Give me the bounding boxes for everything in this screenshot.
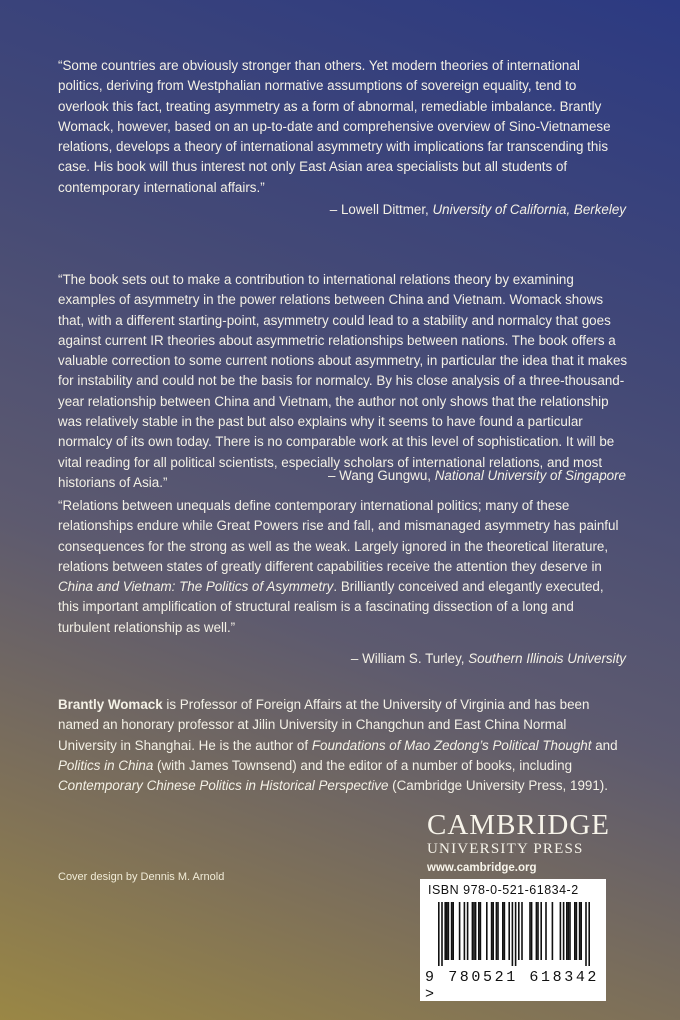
attribution-affiliation: Southern Illinois University — [468, 651, 626, 666]
blurb-text: . Brilliantly conceived and elegantly executed, this important amplification of structural realism is a fascinating dissection of a long and turbulent relationship as well.” — [58, 579, 604, 635]
barcode-bar — [585, 902, 587, 966]
barcode-bar — [569, 902, 571, 960]
barcode-bar — [531, 902, 533, 960]
barcode-bar — [588, 902, 590, 966]
attribution-wang — [328, 466, 626, 486]
bio-text: and — [591, 737, 618, 753]
isbn-barcode — [420, 879, 606, 1001]
barcode-bar — [438, 902, 440, 966]
isbn-label: ISBN 978-0-521-61834-2 — [428, 883, 579, 897]
barcode-bar — [563, 902, 565, 960]
barcode-bar — [448, 902, 450, 960]
barcode-bar — [536, 902, 538, 960]
barcode-bar — [491, 902, 493, 960]
barcode-bar — [537, 902, 539, 960]
barcode-bar — [496, 902, 498, 960]
barcode-bar — [497, 902, 499, 960]
bio-text: (with James Townsend) and the editor of a number of books, including — [153, 757, 573, 773]
bio-text: is Professor of Foreign Affairs at the University of Virginia and has been named an honorary professor at Jilin University in Changchun and East China Normal University in Shanghai. He is the author of — [58, 697, 590, 753]
book-title: China and Vietnam: The Politics of Asymmetry — [58, 579, 334, 595]
barcode-bar — [566, 902, 568, 960]
attribution-turley — [351, 649, 626, 669]
blurb-turley — [58, 496, 628, 638]
barcode-bar — [473, 902, 475, 960]
attribution-author: – William S. Turley, — [350, 651, 469, 666]
attribution-dittmer — [330, 200, 626, 220]
author-bio — [58, 695, 628, 796]
barcode-bar — [459, 902, 461, 960]
blurb-dittmer: “Some countries are obviously stronger than others. Yet modern theories of international politics, deriving from Westphalian normative assumptions of sovereign equality, tend to overlook this fact, treating asymmetry as a form of abnormal, remediable imbalance. Brantly Womack, however, based on an up-to-date and comprehensive overview of Sino-Vietnamese relations, develops a theory of international asymmetry with implications far transcending this case. His book will thus interest not only East Asian area specialists but all students of contemporary international affairs.” — [58, 58, 611, 195]
blurb-text: “Relations between unequals define contemporary international politics; many of these relationships endure while Great Powers rise and fall, and mismanaged asymmetry has painful consequences for the strong as well as the weak. Largely ignored in the theoretical literature, relations between states of greatly different capabilities receive the attention they deserve in — [58, 498, 619, 574]
barcode-bar — [486, 902, 488, 960]
barcode-bar — [521, 902, 523, 960]
attribution-author: – Wang Gungwu, — [328, 468, 435, 483]
barcode-bar — [502, 902, 504, 960]
barcode-bar — [478, 902, 480, 960]
barcode-bar — [475, 902, 477, 960]
barcode-bar — [540, 902, 542, 960]
barcode-bar — [529, 902, 531, 960]
barcode-bar — [467, 902, 469, 960]
barcode-bar — [515, 902, 517, 966]
author-name: Brantly Womack — [58, 697, 163, 712]
publisher-logo — [427, 809, 611, 876]
attribution-affiliation: National University of Singapore — [434, 468, 626, 483]
barcode-bar — [580, 902, 582, 960]
barcode-bar — [504, 902, 506, 960]
publisher-subtitle: UNIVERSITY PRESS — [427, 841, 584, 857]
attribution-affiliation: University of California, Berkeley — [432, 202, 626, 217]
barcode-bar — [492, 902, 494, 960]
barcode-bar — [512, 902, 514, 966]
barcode-bar — [545, 902, 547, 960]
barcode-bar — [579, 902, 581, 960]
bio-text: (Cambridge University Press, 1991). — [388, 778, 608, 794]
attribution-author: – Lowell Dittmer, — [329, 202, 433, 217]
barcode-bar — [451, 902, 453, 960]
barcode-bar — [472, 902, 474, 960]
barcode-bar — [574, 902, 576, 960]
publisher-url: www.cambridge.org — [427, 862, 537, 874]
barcode-bar — [446, 902, 448, 960]
barcode-bar — [480, 902, 482, 960]
book-title: Politics in China — [58, 757, 154, 773]
blurb-wang: “The book sets out to make a contribution to international relations theory by examining examples of asymmetry in the power relations between China and Vietnam. Womack shows that, with a different starting-point, asymmetry could lead to a stability and normalcy that goes against current IR theories about asymmetric relationships between nations. The book offers a valuable correction to some current notions about asymmetry, in particular the idea that it makes for instability and could not be the basis for normalcy. By his close analysis of a three-thousand-year relationship between China and Vietnam, the author not only shows that the relationship was relatively stable in the past but also explains why it seems to have found a particular normalcy of its own today. There is no comparable work at this level of sophistication. It will be vital reading for all political scientists, especially scholars of international relations, and most historians of Asia.” — [58, 272, 628, 490]
book-title: Foundations of Mao Zedong’s Political Thought — [311, 737, 592, 753]
barcode-bar — [464, 902, 466, 960]
publisher-name: CAMBRIDGE — [427, 809, 611, 841]
barcode-digits: 9 780521 618342 > — [425, 969, 600, 1003]
barcode-bar — [560, 902, 562, 960]
barcode-bar — [508, 902, 510, 960]
barcode-bar — [444, 902, 446, 960]
barcode-bar — [452, 902, 454, 960]
book-title: Contemporary Chinese Politics in Historical Perspective — [58, 778, 389, 794]
cover-design-credit: Cover design by Dennis M. Arnold — [58, 871, 225, 883]
barcode-bar — [552, 902, 554, 960]
barcode-bar — [576, 902, 578, 960]
barcode-bar — [518, 902, 520, 960]
barcode-bar — [568, 902, 570, 960]
barcode-bars — [438, 902, 590, 966]
barcode-bar — [441, 902, 443, 966]
